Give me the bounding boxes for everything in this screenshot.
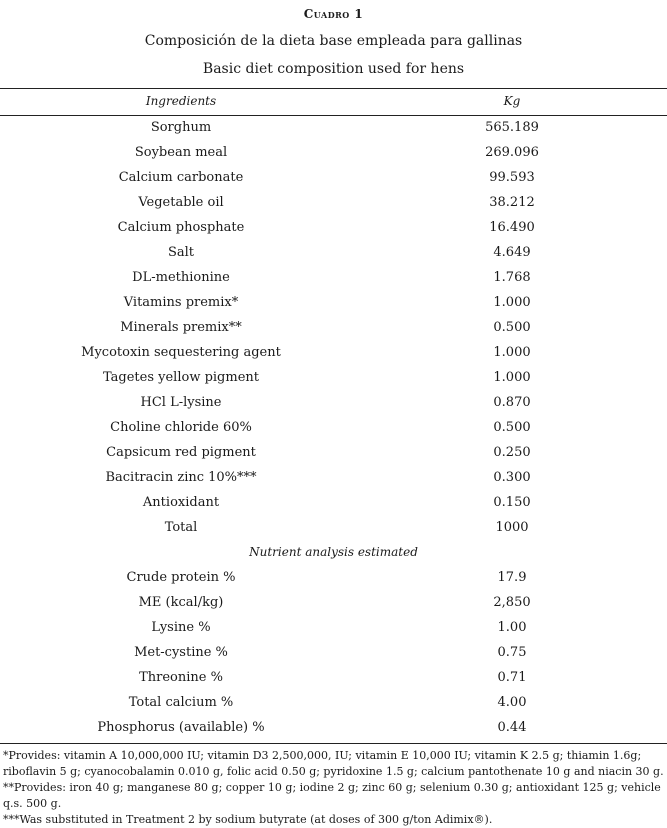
row-value: 4.00 [497, 695, 527, 710]
table-row [0, 190, 667, 215]
row-label: Choline chloride 60% [110, 420, 252, 435]
row-label: Met-cystine % [134, 645, 228, 660]
row-label: Vitamins premix* [123, 295, 239, 310]
row-label: Mycotoxin sequestering agent [81, 345, 281, 360]
table-row [0, 665, 667, 690]
row-label: Threonine % [139, 670, 223, 685]
row-label: ME (kcal/kg) [138, 595, 224, 610]
column-header-kg: Kg [503, 94, 521, 108]
row-value: 16.490 [489, 220, 535, 235]
row-value: 4.649 [493, 245, 531, 260]
row-value: 0.44 [497, 720, 527, 735]
nutrient-section-heading: Nutrient analysis estimated [249, 545, 418, 559]
row-label: Total [164, 520, 198, 535]
row-value: 1.000 [493, 345, 531, 360]
row-label: Total calcium % [128, 695, 234, 710]
row-label: HCl L-lysine [140, 395, 222, 410]
row-label: Salt [167, 245, 195, 260]
row-label: Calcium carbonate [118, 170, 244, 185]
table-row [0, 415, 667, 440]
table-row [0, 290, 667, 315]
row-value: 2,850 [493, 595, 531, 610]
table-row [0, 565, 667, 590]
row-label: Bacitracin zinc 10%*** [105, 470, 257, 485]
row-label: Lysine % [151, 620, 211, 635]
table-row [0, 365, 667, 390]
table-row [0, 240, 667, 265]
row-value: 99.593 [489, 170, 535, 185]
row-label: DL-methionine [132, 270, 230, 285]
table-row [0, 440, 667, 465]
table-row [0, 615, 667, 640]
table-row [0, 140, 667, 165]
table-row [0, 165, 667, 190]
table-title-spanish: Composición de la dieta base empleada para gallinas [144, 33, 523, 49]
column-header-ingredients: Ingredients [145, 94, 217, 108]
row-value: 0.250 [493, 445, 531, 460]
row-value: 0.500 [493, 320, 531, 335]
row-label: Phosphorus (available) % [97, 720, 265, 735]
footnote-bacitracin: ***Was substituted in Treatment 2 by sodium butyrate (at doses of 300 g/ton Adimix®). [3, 813, 493, 826]
table-row [0, 690, 667, 715]
row-value: 0.870 [493, 395, 531, 410]
table-row [0, 315, 667, 340]
table-row [0, 390, 667, 415]
row-value: 1.000 [493, 370, 531, 385]
row-value: 17.9 [497, 570, 527, 585]
row-label: Crude protein % [126, 570, 236, 585]
table-row [0, 465, 667, 490]
row-value: 1.00 [497, 620, 527, 635]
table-row [0, 215, 667, 240]
row-value: 0.71 [497, 670, 527, 685]
row-value: 0.500 [493, 420, 531, 435]
table-caption-label: Cuadro 1 [303, 7, 364, 21]
row-value: 0.300 [493, 470, 531, 485]
table-title-english: Basic diet composition used for hens [202, 61, 465, 77]
row-label: Calcium phosphate [117, 220, 245, 235]
table-row [0, 590, 667, 615]
row-label: Antioxidant [142, 495, 220, 510]
row-label: Sorghum [150, 120, 212, 135]
row-label: Tagetes yellow pigment [102, 370, 259, 385]
table-row [0, 515, 667, 540]
row-value: 38.212 [489, 195, 535, 210]
row-value: 1.000 [493, 295, 531, 310]
table-bottom-rule [0, 743, 667, 744]
table-row [0, 490, 667, 515]
row-label: Minerals premix** [120, 320, 242, 335]
row-value: 1.768 [493, 270, 531, 285]
footnote-vitamins: *Provides: vitamin A 10,000,000 IU; vitamin D3 2,500,000, IU; vitamin E 10,000 IU; vitamin K 2.5 g; thiamin 1.6g; riboflavin 5 g; cyanocobalamin 0.010 g, folic acid 0.50 g; pyridoxine 1.5 g; calcium pantothenate 10 g and niacin 30 g. [3, 749, 664, 778]
row-value: 1000 [495, 520, 529, 535]
row-value: 0.150 [493, 495, 531, 510]
row-label: Soybean meal [134, 145, 228, 160]
row-label: Capsicum red pigment [106, 445, 256, 460]
row-value: 269.096 [485, 145, 539, 160]
table-top-rule [0, 88, 667, 89]
row-value: 0.75 [497, 645, 527, 660]
row-label: Vegetable oil [138, 195, 224, 210]
row-value: 565.189 [485, 120, 539, 135]
footnote-minerals: **Provides: iron 40 g; manganese 80 g; copper 10 g; iodine 2 g; zinc 60 g; selenium 0.30 g; antioxidant 125 g; vehicle q.s. 500 g. [3, 781, 661, 810]
table-row [0, 340, 667, 365]
footnotes [3, 748, 665, 828]
table-row [0, 115, 667, 140]
table-row [0, 715, 667, 740]
table-row [0, 640, 667, 665]
table-row [0, 265, 667, 290]
